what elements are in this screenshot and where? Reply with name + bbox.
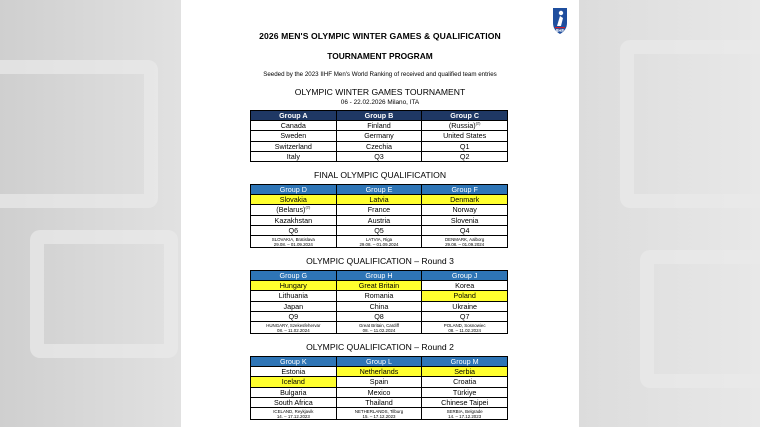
venue-cell	[422, 322, 508, 334]
host-team-cell: Denmark	[422, 195, 508, 205]
venue-cell	[422, 408, 508, 420]
team-cell: Sweden	[251, 131, 337, 141]
venue-cell	[336, 322, 422, 334]
venue-cell	[251, 236, 337, 248]
round2-table	[250, 356, 508, 420]
team-cell: Mexico	[336, 387, 422, 397]
team-cell	[422, 121, 508, 131]
team-cell: Norway	[422, 205, 508, 215]
venue-dates: 15. – 17.12.2023	[362, 413, 396, 419]
table-row	[251, 151, 508, 161]
background-decor-right	[620, 40, 760, 208]
group-header: Group E	[336, 185, 422, 195]
section-olympic-tournament-dates: 06 - 22.02.2026 Milano, ITA	[340, 99, 420, 106]
team-cell: Spain	[336, 377, 422, 387]
section-round2-title: OLYMPIC QUALIFICATION – Round 2	[306, 342, 454, 352]
team-cell: Q9	[251, 311, 337, 321]
venue-dates: 08. – 11.02.2024	[448, 327, 481, 333]
team-cell: Ukraine	[422, 301, 508, 311]
table-header-row	[251, 111, 508, 121]
venue-place: POLAND, Sosnowiec	[443, 322, 486, 328]
venue-cell	[251, 322, 337, 334]
footnote-mark: (2)	[305, 205, 311, 211]
team-cell: United States	[422, 131, 508, 141]
seeding-note: Seeded by the 2023 IIHF Men's World Ranking of received and qualified team entries	[263, 71, 497, 78]
team-cell: Q7	[422, 311, 508, 321]
team-cell: Switzerland	[251, 141, 337, 151]
table-row	[251, 367, 508, 377]
group-header: Group F	[422, 185, 508, 195]
table-row	[251, 121, 508, 131]
document-title: 2026 MEN'S OLYMPIC WINTER GAMES & QUALIFICATION	[259, 31, 501, 41]
group-header: Group B	[336, 111, 422, 121]
round3-table	[250, 270, 508, 334]
group-header: Group C	[422, 111, 508, 121]
document-subtitle: TOURNAMENT PROGRAM	[327, 51, 433, 61]
section-round3-title: OLYMPIC QUALIFICATION – Round 3	[306, 256, 454, 266]
venue-place: ICELAND, Reykjavik	[273, 408, 314, 414]
team-cell: Türkiye	[422, 387, 508, 397]
team-cell: Bulgaria	[251, 387, 337, 397]
host-team-cell: Slovakia	[251, 195, 337, 205]
group-header: Group J	[422, 271, 508, 281]
background-decor-left-lower	[30, 230, 178, 358]
table-row	[251, 131, 508, 141]
team-cell: France	[336, 205, 422, 215]
team-name: (Russia)	[448, 121, 476, 131]
team-cell: Q4	[422, 225, 508, 235]
team-name: (Belarus)	[276, 205, 306, 215]
team-cell: Estonia	[251, 367, 337, 377]
venue-cell	[336, 236, 422, 248]
olympic-tournament-table	[250, 110, 508, 162]
section-final-qualification-title: FINAL OLYMPIC QUALIFICATION	[313, 170, 447, 180]
group-header: Group D	[251, 185, 337, 195]
host-team-cell: Great Britain	[336, 281, 422, 291]
host-team-cell: Iceland	[251, 377, 337, 387]
team-cell: Japan	[251, 301, 337, 311]
venue-row	[251, 408, 508, 420]
host-team-cell: Poland	[422, 291, 508, 301]
team-cell: Q6	[251, 225, 337, 235]
team-cell: Slovenia	[422, 215, 508, 225]
group-header: Group H	[336, 271, 422, 281]
venue-dates: 14. – 17.12.2023	[276, 413, 310, 419]
team-cell: Kazakhstan	[251, 215, 337, 225]
team-cell: Lithuania	[251, 291, 337, 301]
venue-cell	[336, 408, 422, 420]
venue-cell	[251, 408, 337, 420]
team-cell: Q2	[422, 151, 508, 161]
table-row	[251, 195, 508, 205]
group-header: Group G	[251, 271, 337, 281]
host-team-cell: Latvia	[336, 195, 422, 205]
team-cell: Q8	[336, 311, 422, 321]
venue-dates: 29.08. – 01.09.2024	[273, 241, 313, 247]
team-cell: Finland	[336, 121, 422, 131]
team-cell: Czechia	[336, 141, 422, 151]
venue-place: NETHERLANDS, Tilburg	[354, 408, 404, 414]
team-cell: South Africa	[251, 397, 337, 407]
background-decor-left	[0, 60, 158, 208]
table-row	[251, 377, 508, 387]
team-cell: Q3	[336, 151, 422, 161]
venue-row	[251, 236, 508, 248]
host-team-cell: Hungary	[251, 281, 337, 291]
venue-place: SLOVAKIA, Bratislava	[271, 236, 315, 242]
team-cell: Q5	[336, 225, 422, 235]
tournament-document	[181, 0, 579, 427]
group-header: Group M	[422, 357, 508, 367]
section-olympic-tournament-title: OLYMPIC WINTER GAMES TOURNAMENT	[294, 87, 466, 97]
venue-place: HUNGARY, Szekesfehervar	[266, 322, 321, 328]
footnote-mark: (2)	[475, 120, 481, 126]
team-cell: Canada	[251, 121, 337, 131]
venue-dates: 29.08. – 01.09.2024	[359, 241, 399, 247]
team-cell: Q1	[422, 141, 508, 151]
table-row	[251, 205, 508, 215]
venue-dates: 14. – 17.12.2023	[448, 413, 482, 419]
venue-place: Great Britain, Cardiff	[359, 322, 399, 328]
table-row	[251, 291, 508, 301]
team-cell: Croatia	[422, 377, 508, 387]
team-cell: Germany	[336, 131, 422, 141]
host-team-cell: Serbia	[422, 367, 508, 377]
table-row	[251, 397, 508, 407]
final-qualification-table	[250, 184, 508, 248]
table-row	[251, 301, 508, 311]
table-row	[251, 281, 508, 291]
host-team-cell: Netherlands	[336, 367, 422, 377]
venue-dates: 08. – 11.02.2024	[277, 327, 310, 333]
team-cell: Austria	[336, 215, 422, 225]
table-header-row	[251, 357, 508, 367]
venue-row	[251, 322, 508, 334]
team-cell: Chinese Taipei	[422, 397, 508, 407]
table-header-row	[251, 185, 508, 195]
iihf-logo-text: IIHF	[555, 28, 565, 33]
table-row	[251, 387, 508, 397]
background-decor-right-lower	[640, 250, 760, 388]
team-cell: Italy	[251, 151, 337, 161]
table-row	[251, 141, 508, 151]
venue-dates: 29.08. – 01.09.2024	[445, 241, 485, 247]
team-cell: Korea	[422, 281, 508, 291]
team-cell: China	[336, 301, 422, 311]
venue-dates: 08. – 11.02.2024	[362, 327, 396, 333]
group-header: Group K	[251, 357, 337, 367]
team-cell	[251, 205, 337, 215]
venue-cell	[422, 236, 508, 248]
team-cell: Thailand	[336, 397, 422, 407]
group-header: Group L	[336, 357, 422, 367]
table-row	[251, 311, 508, 321]
table-header-row	[251, 271, 508, 281]
team-cell: Romania	[336, 291, 422, 301]
venue-place: DENMARK, Aalborg	[445, 236, 485, 242]
table-row	[251, 215, 508, 225]
group-header: Group A	[251, 111, 337, 121]
table-row	[251, 225, 508, 235]
venue-place: LATVIA, Riga	[365, 236, 393, 242]
venue-place: SERBIA, Belgrade	[446, 408, 483, 414]
